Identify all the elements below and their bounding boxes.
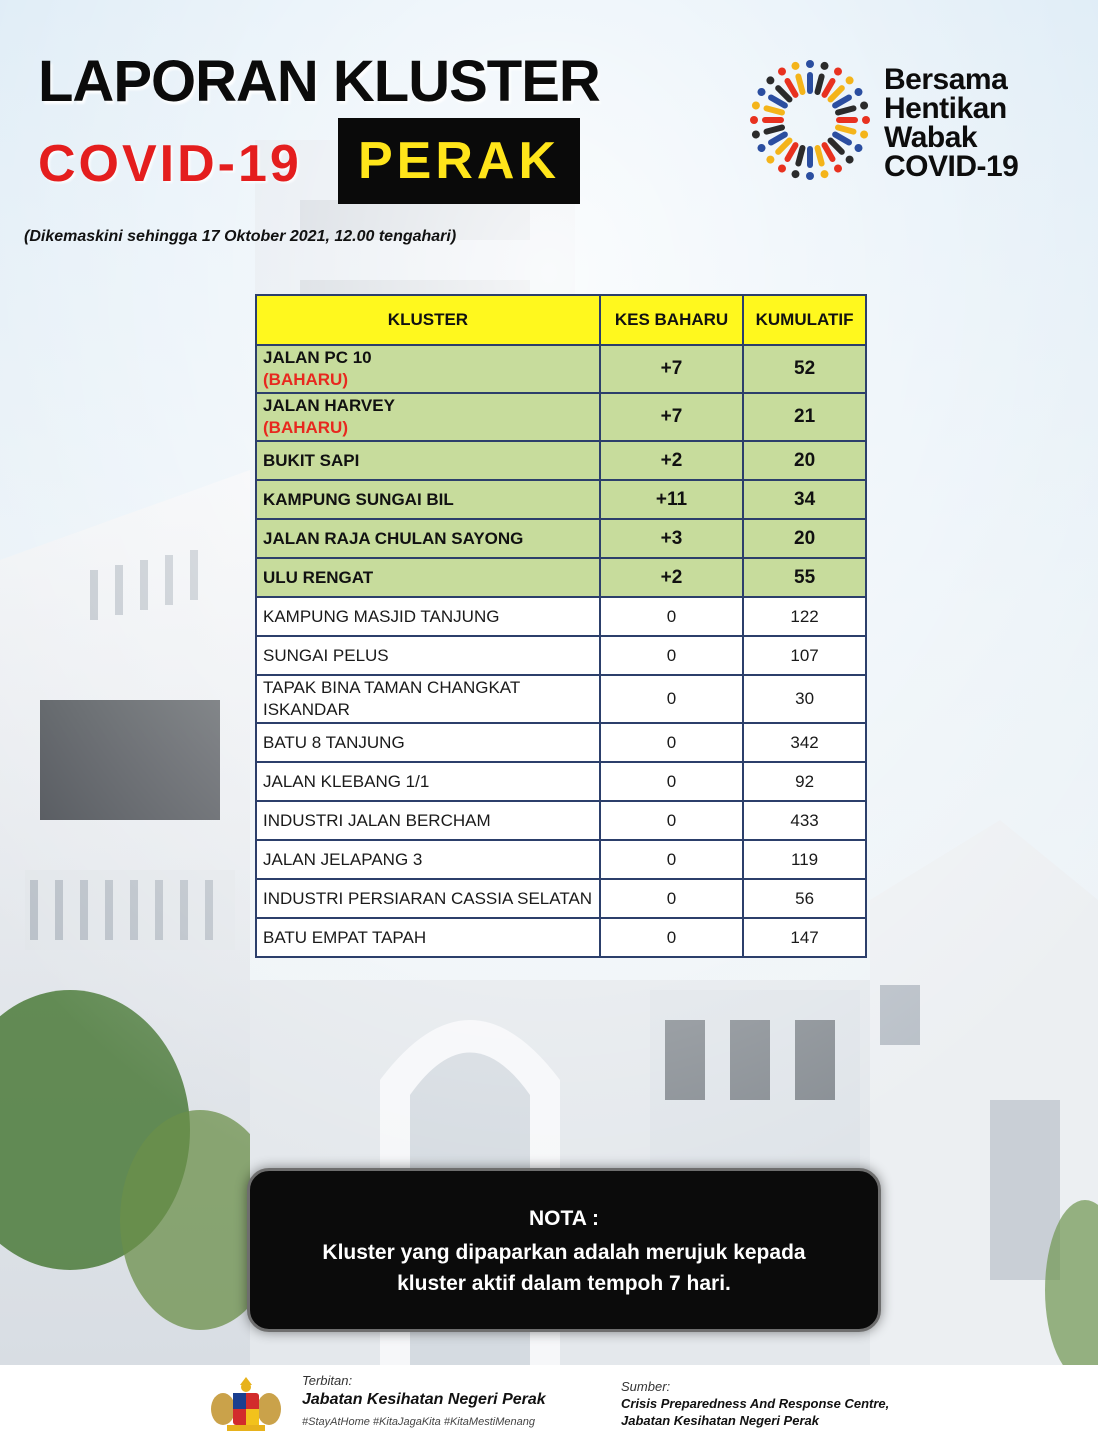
- cell-kumulatif: 34: [743, 480, 866, 519]
- table-row: [256, 441, 866, 480]
- cell-kes-baharu: +2: [600, 441, 743, 480]
- cluster-name: KAMPUNG SUNGAI BIL: [263, 489, 454, 509]
- cluster-name: KAMPUNG MASJID TANJUNG: [263, 606, 500, 626]
- state-badge: [338, 118, 580, 204]
- malaysia-crest-icon: [205, 1375, 287, 1433]
- table-row: [256, 597, 866, 636]
- cell-kluster: [256, 801, 600, 840]
- table-header-row: [256, 295, 866, 345]
- cluster-name: INDUSTRI JALAN BERCHAM: [263, 810, 491, 830]
- cell-kes-baharu: 0: [600, 840, 743, 879]
- slogan-line-2: Hentikan: [884, 92, 1007, 125]
- cluster-name: JALAN RAJA CHULAN SAYONG: [263, 528, 524, 548]
- cell-kes-baharu: 0: [600, 762, 743, 801]
- header-kluster: KLUSTER: [256, 295, 600, 345]
- cell-kumulatif: 21: [743, 393, 866, 441]
- slogan-line-4: COVID-19: [884, 150, 1019, 183]
- table-row: [256, 393, 866, 441]
- cell-kumulatif: 119: [743, 840, 866, 879]
- cell-kes-baharu: +2: [600, 558, 743, 597]
- page-subtitle: COVID-19: [38, 135, 302, 193]
- campaign-slogan: [884, 63, 1019, 183]
- publisher-label: Terbitan:: [302, 1373, 353, 1388]
- page-title: LAPORAN KLUSTER: [38, 49, 600, 114]
- note-body: Kluster yang dipaparkan adalah merujuk kepada kluster aktif dalam tempoh 7 hari.: [322, 1241, 806, 1295]
- cell-kluster: [256, 762, 600, 801]
- header-kumulatif: KUMULATIF: [743, 295, 866, 345]
- cell-kluster: [256, 723, 600, 762]
- cell-kumulatif: 107: [743, 636, 866, 675]
- table-row: [256, 801, 866, 840]
- cluster-name: ULU RENGAT: [263, 567, 374, 587]
- table-row: [256, 480, 866, 519]
- cell-kes-baharu: 0: [600, 675, 743, 723]
- cell-kumulatif: 20: [743, 441, 866, 480]
- table-row: [256, 636, 866, 675]
- source-label: Sumber:: [621, 1379, 671, 1394]
- cell-kes-baharu: +7: [600, 393, 743, 441]
- publisher-name: Jabatan Kesihatan Negeri Perak: [302, 1391, 546, 1408]
- cluster-name: BUKIT SAPI: [263, 450, 360, 470]
- cell-kluster: [256, 840, 600, 879]
- cell-kes-baharu: 0: [600, 879, 743, 918]
- header-kes-baharu: KES BAHARU: [600, 295, 743, 345]
- table-row: [256, 918, 866, 957]
- table-row: [256, 345, 866, 393]
- cell-kumulatif: 92: [743, 762, 866, 801]
- new-cluster-tag: (BAHARU): [263, 370, 348, 389]
- cell-kes-baharu: +11: [600, 480, 743, 519]
- cluster-name: TAPAK BINA TAMAN CHANGKAT ISKANDAR: [263, 678, 520, 719]
- cell-kluster: [256, 675, 600, 723]
- cell-kes-baharu: +3: [600, 519, 743, 558]
- cell-kumulatif: 147: [743, 918, 866, 957]
- campaign-logo-icon: [745, 55, 875, 185]
- cell-kluster: [256, 636, 600, 675]
- cluster-name: JALAN KLEBANG 1/1: [263, 771, 430, 791]
- table-row: [256, 675, 866, 723]
- cell-kumulatif: 122: [743, 597, 866, 636]
- cell-kluster: [256, 441, 600, 480]
- cluster-table: [255, 294, 867, 958]
- source-line-2: Jabatan Kesihatan Negeri Perak: [621, 1413, 819, 1428]
- cell-kluster: [256, 558, 600, 597]
- cluster-name: JALAN JELAPANG 3: [263, 849, 423, 869]
- cluster-name: BATU 8 TANJUNG: [263, 732, 405, 752]
- cell-kluster: [256, 345, 600, 393]
- cell-kes-baharu: 0: [600, 636, 743, 675]
- cell-kluster: [256, 393, 600, 441]
- cell-kumulatif: 52: [743, 345, 866, 393]
- table-row: [256, 840, 866, 879]
- note-title: NOTA :: [529, 1207, 599, 1230]
- cell-kumulatif: 56: [743, 879, 866, 918]
- cluster-name: JALAN HARVEY: [263, 396, 395, 415]
- table-row: [256, 558, 866, 597]
- footer: [0, 1365, 1098, 1440]
- cluster-name: SUNGAI PELUS: [263, 645, 389, 665]
- cell-kluster: [256, 918, 600, 957]
- slogan-line-3: Wabak: [884, 121, 978, 154]
- cell-kes-baharu: 0: [600, 723, 743, 762]
- table-row: [256, 879, 866, 918]
- cell-kumulatif: 20: [743, 519, 866, 558]
- cell-kes-baharu: 0: [600, 597, 743, 636]
- table-row: [256, 762, 866, 801]
- cell-kes-baharu: +7: [600, 345, 743, 393]
- cell-kumulatif: 342: [743, 723, 866, 762]
- note-box: [247, 1168, 881, 1332]
- cluster-name: INDUSTRI PERSIARAN CASSIA SELATAN: [263, 888, 593, 908]
- cell-kumulatif: 30: [743, 675, 866, 723]
- cell-kluster: [256, 597, 600, 636]
- table-row: [256, 519, 866, 558]
- cluster-name: JALAN PC 10: [263, 348, 372, 367]
- cell-kluster: [256, 519, 600, 558]
- state-badge-label: PERAK: [357, 132, 561, 190]
- cluster-name: BATU EMPAT TAPAH: [263, 927, 427, 947]
- cell-kumulatif: 433: [743, 801, 866, 840]
- cell-kes-baharu: 0: [600, 801, 743, 840]
- hashtags: #StayAtHome #KitaJagaKita #KitaMestiMenang: [302, 1416, 535, 1428]
- cell-kumulatif: 55: [743, 558, 866, 597]
- updated-timestamp: (Dikemaskini sehingga 17 Oktober 2021, 12.00 tengahari): [24, 228, 457, 245]
- cell-kluster: [256, 879, 600, 918]
- table-body: [256, 345, 866, 957]
- cell-kluster: [256, 480, 600, 519]
- source-line-1: Crisis Preparedness And Response Centre,: [621, 1396, 890, 1411]
- cell-kes-baharu: 0: [600, 918, 743, 957]
- slogan-line-1: Bersama: [884, 63, 1008, 96]
- table-row: [256, 723, 866, 762]
- new-cluster-tag: (BAHARU): [263, 418, 348, 437]
